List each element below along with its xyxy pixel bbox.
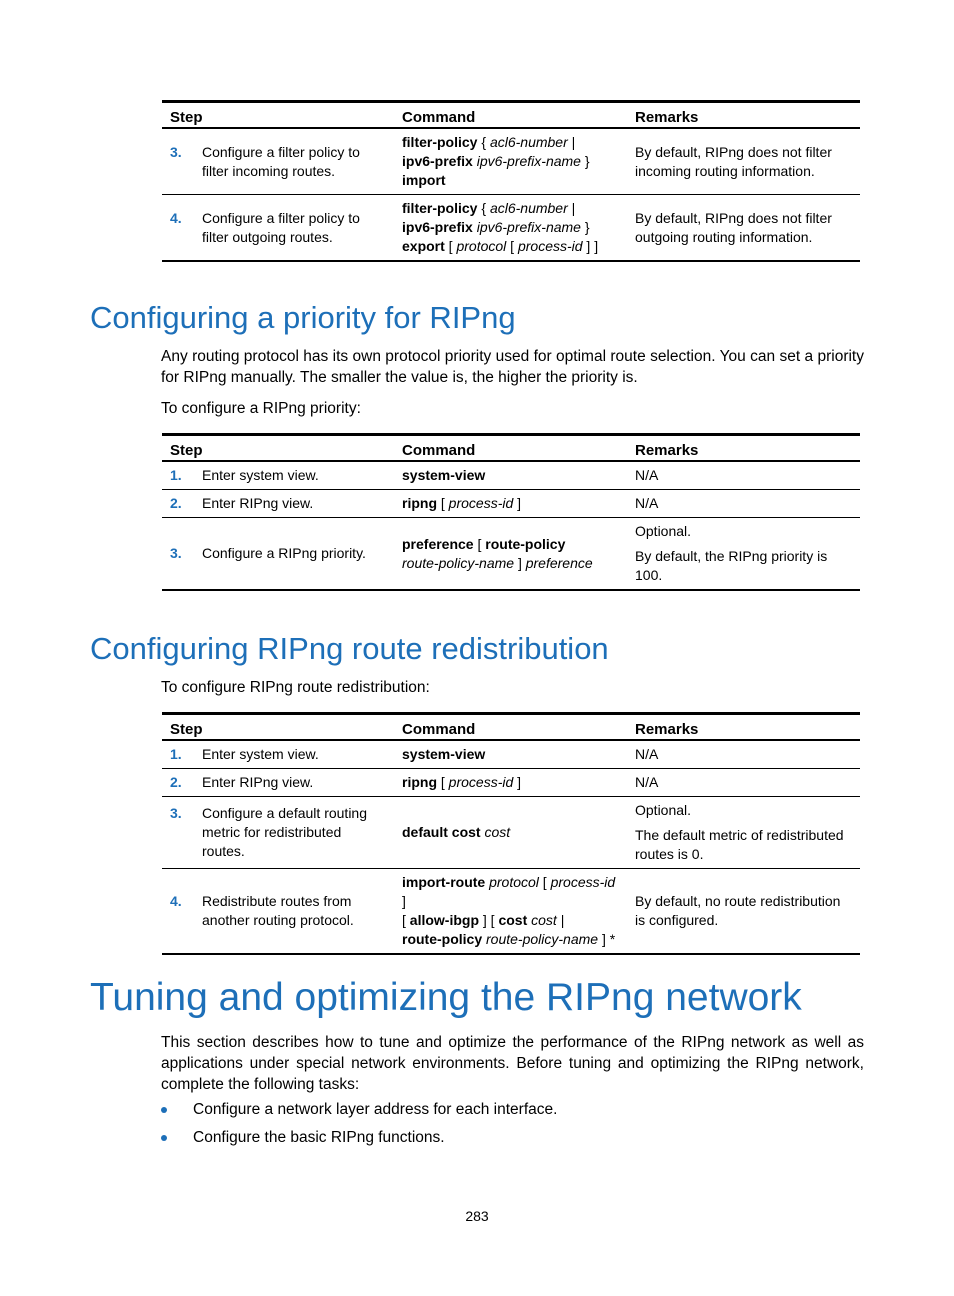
- step-cell: [162, 490, 394, 518]
- command-cell: filter-policy { acl6-number | ipv6-prefix ipv6-prefix-name } export [ protocol [ process-id ] ]: [394, 195, 627, 262]
- step-number: 1.: [170, 746, 182, 762]
- remarks-cell: By default, RIPng does not filter outgoing routing information.: [627, 195, 860, 262]
- priority-table: [162, 433, 860, 591]
- header-command: Command: [394, 102, 627, 129]
- table-row: [162, 461, 860, 490]
- step-number: 3.: [170, 545, 182, 561]
- header-remarks: Remarks: [627, 435, 860, 462]
- step-number: 1.: [170, 467, 182, 483]
- redistribution-lead: To configure RIPng route redistribution:: [161, 679, 430, 696]
- step-text: Enter system view.: [202, 746, 319, 762]
- step-number: 3.: [170, 143, 182, 160]
- remarks-cell: N/A: [627, 461, 860, 490]
- step-number: 4.: [170, 893, 182, 909]
- header-command: Command: [394, 714, 627, 741]
- step-cell: [162, 740, 394, 769]
- step-text: Configure a default routing metric for redistributed routes.: [202, 805, 367, 859]
- command-cell: filter-policy { acl6-number | ipv6-prefix ipv6-prefix-name } import: [394, 128, 627, 195]
- step-text: Enter RIPng view.: [202, 774, 314, 790]
- step-number: 4.: [170, 209, 182, 226]
- step-text: Enter system view.: [202, 467, 319, 483]
- step-cell: [162, 769, 394, 797]
- command-cell: system-view: [394, 740, 627, 769]
- step-text: Configure a filter policy to filter incoming routes.: [202, 143, 360, 179]
- step-cell: [162, 195, 394, 262]
- table-row: [162, 869, 860, 955]
- header-step: Step: [162, 714, 394, 741]
- step-cell: [162, 461, 394, 490]
- table-row: [162, 769, 860, 797]
- section-title-redistribution: Configuring RIPng route redistribution: [90, 631, 609, 666]
- step-text: Enter RIPng view.: [202, 495, 314, 511]
- header-command: Command: [394, 435, 627, 462]
- step-cell: [162, 869, 394, 955]
- remarks-cell: Optional. By default, the RIPng priority is 100.: [627, 518, 860, 591]
- step-text: Configure a filter policy to filter outgoing routes.: [202, 209, 360, 245]
- command-cell: default cost cost: [394, 797, 627, 869]
- tuning-intro: This section describes how to tune and optimize the performance of the RIPng network as well as applications under special network environments. Before tuning and optimizing the RIPng network, complete the following tasks:: [161, 1034, 864, 1093]
- priority-intro: Any routing protocol has its own protocol priority used for optimal route selection. You can set a priority for RIPng manually. The smaller the value is, the higher the priority is.: [161, 348, 864, 386]
- step-cell: [162, 797, 394, 869]
- command-cell: ripng [ process-id ]: [394, 490, 627, 518]
- filter-policy-table: [162, 100, 860, 262]
- redistribution-table: [162, 712, 860, 955]
- step-text: Redistribute routes from another routing protocol.: [202, 893, 354, 928]
- priority-lead: To configure a RIPng priority:: [161, 400, 361, 417]
- remarks-cell: N/A: [627, 490, 860, 518]
- step-cell: [162, 128, 394, 195]
- command-cell: system-view: [394, 461, 627, 490]
- table-row: [162, 797, 860, 869]
- remarks-cell: N/A: [627, 740, 860, 769]
- bullet-item: Configure the basic RIPng functions.: [161, 1129, 445, 1147]
- remarks-cell: N/A: [627, 769, 860, 797]
- table-row: [162, 128, 860, 195]
- header-remarks: Remarks: [627, 102, 860, 129]
- command-cell: preference [ route-policy route-policy-name ] preference: [394, 518, 627, 591]
- bullet-item: Configure a network layer address for each interface.: [161, 1101, 557, 1119]
- table-row: [162, 490, 860, 518]
- step-text: Configure a RIPng priority.: [202, 545, 366, 561]
- bullet-icon: [161, 1135, 167, 1141]
- step-number: 3.: [170, 805, 182, 821]
- command-cell: ripng [ process-id ]: [394, 769, 627, 797]
- step-cell: [162, 518, 394, 591]
- table-row: [162, 195, 860, 262]
- header-step: Step: [162, 435, 394, 462]
- header-remarks: Remarks: [627, 714, 860, 741]
- table-row: [162, 740, 860, 769]
- section-title-priority: Configuring a priority for RIPng: [90, 300, 516, 335]
- remarks-cell: By default, no route redistribution is configured.: [627, 869, 860, 955]
- remarks-cell: By default, RIPng does not filter incoming routing information.: [627, 128, 860, 195]
- step-number: 2.: [170, 495, 182, 511]
- remarks-cell: Optional. The default metric of redistributed routes is 0.: [627, 797, 860, 869]
- bullet-icon: [161, 1107, 167, 1113]
- section-title-tuning: Tuning and optimizing the RIPng network: [90, 976, 802, 1019]
- table-row: [162, 518, 860, 591]
- command-cell: import-route protocol [ process-id ] [ allow-ibgp ] [ cost cost | route-policy route-policy-name ] *: [394, 869, 627, 955]
- step-number: 2.: [170, 774, 182, 790]
- header-step: Step: [162, 102, 394, 129]
- page-number: 283: [465, 1208, 489, 1224]
